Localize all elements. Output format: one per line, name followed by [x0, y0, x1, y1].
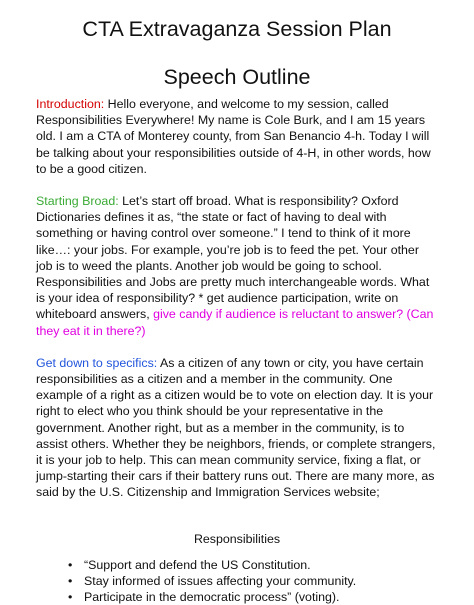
list-item-text: Participate in the democratic process” (voting).	[84, 590, 340, 605]
introduction-paragraph	[36, 96, 438, 177]
starting-broad-paragraph	[36, 193, 438, 339]
introduction-label: Introduction:	[36, 97, 105, 111]
specifics-paragraph	[36, 355, 438, 501]
list-item	[68, 573, 438, 589]
bullet-icon: •	[68, 573, 73, 588]
starting-broad-highlight: give candy if audience is reluctant to answer? (Can they eat it in there?)	[36, 307, 434, 338]
specifics-label: Get down to specifics:	[36, 355, 158, 370]
list-item	[68, 589, 438, 605]
document-subtitle: Speech Outline	[163, 65, 311, 89]
introduction-text: Hello everyone, and welcome to my session, called Responsibilities Everywhere! My name is Cole Burk, and I am 15 years old. I am a CTA of Monterey county, from San Benancio 4-h. Today I will be talking about your responsibilities outside of 4-H, in other words, how to be a good citizen.	[36, 97, 431, 176]
document-title: CTA Extravaganza Session Plan	[82, 17, 392, 41]
starting-broad-text: Let’s start off broad. What is responsibility? Oxford Dictionaries defines it as, “the state or fact of having to deal with something or having control over someone.” I tend to think of it more like…: your jobs. For example, you’re job is to feed the pet. Your other job is to weed the plants. Another job would be going to school. Responsibilities and Jobs are pretty much interchangeable words. What is your idea of responsibility? * get audience participation, write on whiteboard answers,	[36, 194, 430, 322]
responsibilities-heading: Responsibilities	[193, 531, 281, 546]
specifics-text: As a citizen of any town or city, you have certain responsibilities as a citizen and a member in the community. One example of a right as a citizen would be to vote on election day. It is your right to elect who you think should be your representative in the government. Another right, but as a member in the community, is to assist others. Whether they be neighbors, friends, or complete strangers, it is your job to help. This can mean community service, fixing a flat, or jump-starting their cars if their battery runs out. There are many more, as said by the U.S. Citizenship and Immigration Services website;	[36, 355, 436, 500]
responsibilities-list	[36, 557, 438, 605]
list-item-text: Stay informed of issues affecting your community.	[84, 573, 357, 588]
starting-broad-label: Starting Broad:	[36, 194, 119, 209]
list-item	[68, 557, 438, 573]
list-item-text: “Support and defend the US Constitution.	[84, 557, 311, 572]
bullet-icon: •	[68, 557, 73, 572]
bullet-icon: •	[68, 590, 73, 605]
